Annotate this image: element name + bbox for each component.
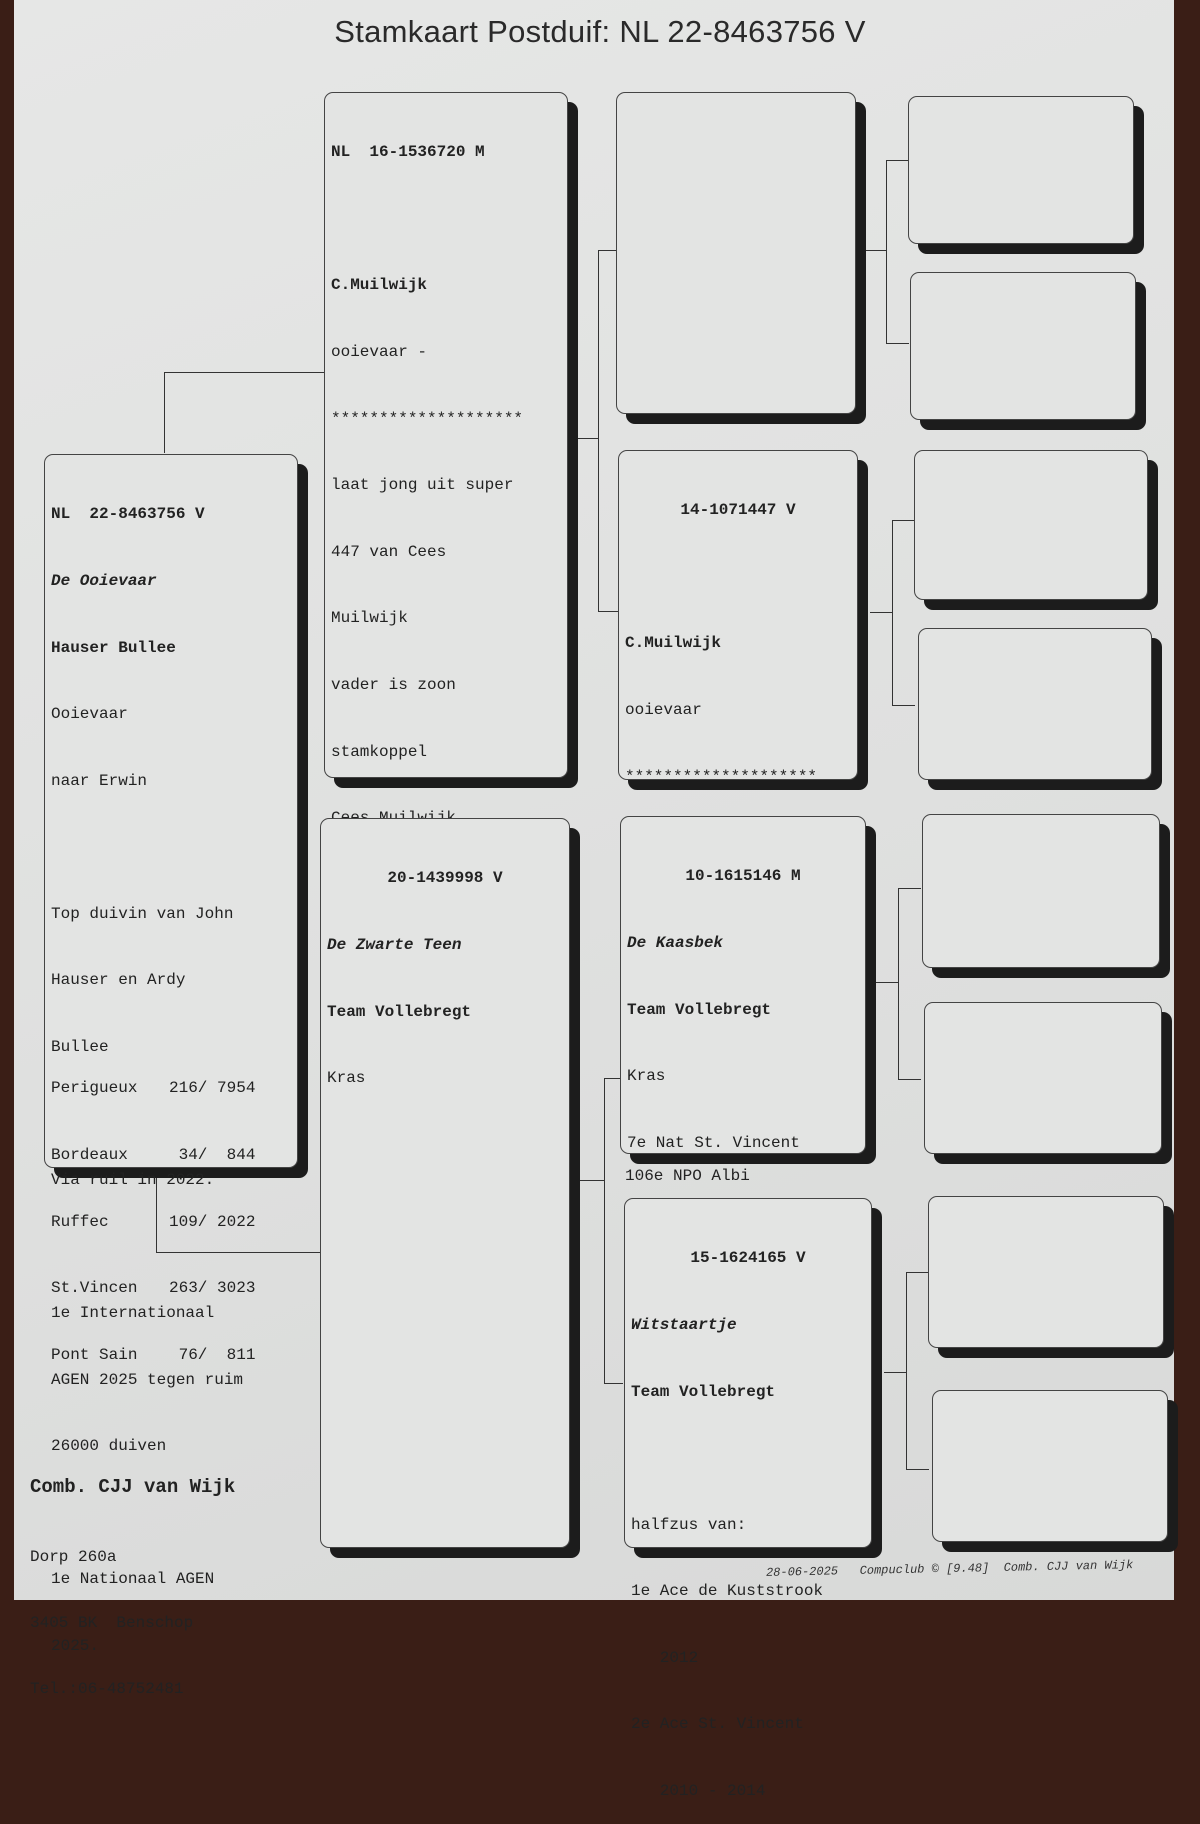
connector-mm-parents xyxy=(906,1272,929,1470)
result-score: 263/ 3023 xyxy=(169,1279,256,1298)
mf-note: 7e Nat St. Vincent xyxy=(627,1133,800,1152)
father-breeder: C.Muilwijk xyxy=(331,276,428,295)
fmx-card xyxy=(918,628,1152,780)
mother-card xyxy=(320,818,570,1548)
result-place: Perigueux xyxy=(51,1079,138,1098)
mother-ring-number: 20-1439998 V xyxy=(387,869,503,888)
father-ring-number: NL 16-1536720 M xyxy=(331,143,485,162)
father-note xyxy=(331,208,561,230)
subject-note: 2025. xyxy=(51,1636,100,1655)
father-note: vader is zoon xyxy=(331,676,456,695)
subject-note: Bullee xyxy=(51,1038,109,1057)
result-score: 109/ 2022 xyxy=(169,1212,256,1231)
father-note: 447 van Cees xyxy=(331,542,447,561)
connector-mm-stub xyxy=(884,1372,906,1373)
mother-breeder: Team Vollebregt xyxy=(327,1002,472,1021)
mm-ring-number: 15-1624165 V xyxy=(690,1249,806,1268)
subject-note: Via ruil in 2022. xyxy=(51,1171,215,1190)
result-score: 76/ 811 xyxy=(169,1345,256,1364)
mm-note: 2010 - 2014 xyxy=(631,1782,766,1801)
mm-note: 2012 xyxy=(631,1648,699,1667)
result-place: St.Vincen xyxy=(51,1279,138,1298)
connector-ff-parents xyxy=(886,160,909,344)
connector-ff-stub xyxy=(864,250,886,251)
mf-name: De Kaasbek xyxy=(627,934,724,953)
result-row xyxy=(51,1277,255,1299)
subject-note: 26000 duiven xyxy=(51,1437,167,1456)
ffx-card xyxy=(908,96,1134,244)
mf-card xyxy=(620,816,866,1154)
subject-note: naar Erwin xyxy=(51,771,148,790)
result-row xyxy=(51,1144,255,1166)
ff-card xyxy=(616,92,856,414)
connector-mother-stub xyxy=(580,1180,604,1181)
owner-address: Dorp 260a xyxy=(30,1548,117,1566)
subject-note: Hauser en Ardy xyxy=(51,971,186,990)
father-note: laat jong uit super xyxy=(331,476,514,495)
connector-fm-parents xyxy=(892,520,915,706)
connector-fm-stub xyxy=(870,612,892,613)
subject-note: 1e Nationaal AGEN xyxy=(51,1570,215,1589)
connector-mf-stub xyxy=(876,982,898,983)
footer-owner: Comb. CJJ van Wijk xyxy=(1003,1558,1134,1575)
subject-note: AGEN 2025 tegen ruim xyxy=(51,1370,244,1389)
mm-note: halfzus van: xyxy=(631,1515,747,1534)
mm-name: Witstaartje xyxy=(631,1316,737,1335)
mm-note: 1e Ace de Kuststrook xyxy=(631,1582,824,1601)
mm-note: 2e Ace St. Vincent xyxy=(631,1715,804,1734)
page-title: Stamkaart Postduif: NL 22-8463756 V xyxy=(334,14,866,49)
fm-breeder: C.Muilwijk xyxy=(625,634,722,653)
connector-subject-father xyxy=(164,372,325,453)
fm-note: ooievaar xyxy=(625,701,702,720)
mmx-card xyxy=(928,1196,1164,1348)
subject-name: De Ooievaar xyxy=(51,572,157,591)
result-score: 34/ 844 xyxy=(169,1146,256,1165)
subject-note: Top duivin van John xyxy=(51,904,234,923)
fmx-card xyxy=(914,450,1148,600)
result-place: Ruffec xyxy=(51,1212,109,1231)
father-note: Muilwijk xyxy=(331,609,408,628)
owner-city: 3405 BK Benschop xyxy=(30,1614,194,1632)
result-score: 216/ 7954 xyxy=(169,1079,256,1098)
owner-name: Comb. CJJ van Wijk xyxy=(30,1476,236,1498)
mf-breeder: Team Vollebregt xyxy=(627,1000,772,1019)
connector-father-stub xyxy=(578,438,598,439)
father-note: ******************** xyxy=(331,409,524,428)
mother-name: De Zwarte Teen xyxy=(327,936,462,955)
result-row xyxy=(51,1077,255,1099)
subject-note xyxy=(51,836,291,858)
father-note: ooievaar - xyxy=(331,343,428,362)
subject-note: Ooievaar xyxy=(51,705,128,724)
result-place: Bordeaux xyxy=(51,1146,128,1165)
result-row xyxy=(51,1344,255,1366)
footer-date: 28-06-2025 xyxy=(765,1564,839,1580)
father-note: stamkoppel xyxy=(331,742,428,761)
connector-mf-parents xyxy=(898,888,921,1080)
fm-note: ******************** xyxy=(625,767,818,786)
result-place: Pont Sain xyxy=(51,1345,138,1364)
father-card xyxy=(324,92,568,778)
footer-software: Compuclub © [9.48] xyxy=(859,1561,990,1578)
ffx-card xyxy=(910,272,1136,420)
mf-note: Kras xyxy=(627,1067,666,1086)
mm-breeder: Team Vollebregt xyxy=(631,1382,776,1401)
mm-note xyxy=(631,1447,865,1469)
fm-note: 106e NPO Albi xyxy=(625,1167,750,1186)
mother-note: Kras xyxy=(327,1069,366,1088)
mmx-card xyxy=(932,1390,1168,1542)
fm-note xyxy=(625,566,851,588)
subject-breeder: Hauser Bullee xyxy=(51,638,176,657)
subject-ring-number: NL 22-8463756 V xyxy=(51,505,205,524)
owner-phone: Tel.:06-48752481 xyxy=(30,1680,184,1698)
owner-block xyxy=(30,1428,235,1722)
subject-results xyxy=(51,1033,255,1410)
mf-ring-number: 10-1615146 M xyxy=(685,867,801,886)
mfx-card xyxy=(922,814,1160,968)
result-row xyxy=(51,1211,255,1233)
subject-note: 1e Internationaal xyxy=(51,1304,215,1323)
mfx-card xyxy=(924,1002,1162,1154)
fm-ring-number: 14-1071447 V xyxy=(680,501,796,520)
